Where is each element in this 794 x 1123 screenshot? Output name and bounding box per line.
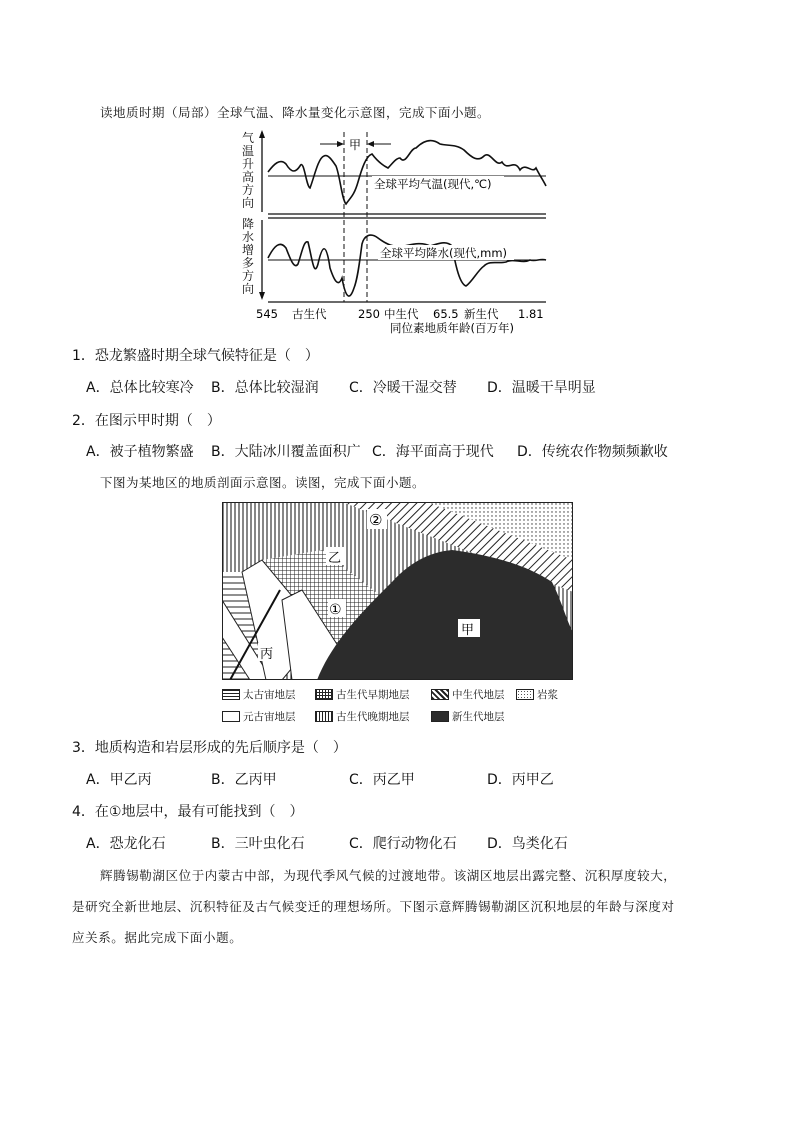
prec-axis-char: 方 bbox=[242, 269, 255, 283]
prec-axis-char: 增 bbox=[242, 243, 255, 257]
temp-axis-char: 气 bbox=[242, 131, 255, 145]
cenozoic-swatch bbox=[431, 711, 449, 722]
archean-swatch bbox=[222, 689, 240, 700]
mesozoic-swatch bbox=[431, 689, 449, 700]
temp-axis-char: 升 bbox=[242, 157, 255, 171]
jia-period-label: 甲 bbox=[349, 138, 362, 152]
legend-archean bbox=[222, 687, 296, 702]
tick-label: 250 bbox=[358, 307, 380, 321]
geology-section-figure bbox=[222, 502, 573, 680]
q4-option-a[interactable]: A．恐龙化石 bbox=[86, 836, 166, 852]
temp-axis-char: 方 bbox=[242, 183, 255, 197]
yi-label: 乙 bbox=[328, 551, 342, 566]
intro-text-2: 下图为某地区的地质剖面示意图。读图，完成下面小题。 bbox=[100, 475, 426, 490]
q4-option-b[interactable]: B．三叶虫化石 bbox=[211, 836, 305, 852]
passage-line-1: 辉腾锡勒湖区位于内蒙古中部，为现代季风气候的过渡地带。该湖区地层出露完整、沉积厚度较大， bbox=[100, 868, 677, 883]
legend-label: 岩浆 bbox=[537, 689, 558, 701]
q4-option-d[interactable]: D．鸟类化石 bbox=[487, 836, 568, 852]
q4-stem-post: 地层中，最有可能找到（ ） bbox=[121, 804, 304, 820]
passage-line-3: 应关系。据此完成下面小题。 bbox=[72, 930, 243, 945]
q1-option-a[interactable]: A．总体比较寒冷 bbox=[86, 380, 194, 396]
legend-mesozoic bbox=[431, 687, 505, 702]
legend-label: 新生代地层 bbox=[452, 711, 505, 723]
q3-option-a[interactable]: A．甲乙丙 bbox=[86, 772, 152, 788]
question-3: 3．地质构造和岩层形成的先后顺序是（ ） bbox=[72, 740, 347, 756]
q1-option-d[interactable]: D．温暖干旱明显 bbox=[487, 380, 596, 396]
temp-axis-char: 温 bbox=[242, 144, 255, 158]
legend-cenozoic bbox=[431, 709, 505, 724]
temp-axis-char: 向 bbox=[242, 196, 255, 210]
tick-label: 古生代 bbox=[292, 307, 327, 321]
question-2: 2．在图示甲时期（ ） bbox=[72, 413, 221, 429]
tick-label: 中生代 bbox=[384, 307, 419, 321]
layer-1-label: ① bbox=[329, 602, 342, 618]
tick-label: 1.81 bbox=[518, 307, 544, 321]
legend-paleozoic-early bbox=[315, 687, 410, 702]
tick-label: 新生代 bbox=[464, 307, 499, 321]
prec-axis-char: 向 bbox=[242, 282, 255, 296]
paleozoic-early-swatch bbox=[315, 689, 333, 700]
passage-line-2: 是研究全新世地层、沉积特征及古气候变迁的理想场所。下图示意辉腾锡勒湖区沉积地层的年龄与深度对 bbox=[72, 899, 675, 914]
legend-paleozoic-late bbox=[315, 709, 410, 724]
q2-option-a[interactable]: A．被子植物繁盛 bbox=[86, 444, 194, 460]
paleozoic-late-swatch bbox=[315, 711, 333, 722]
prec-axis-char: 多 bbox=[242, 256, 255, 270]
climate-chart bbox=[238, 128, 552, 336]
q3-option-d[interactable]: D．丙甲乙 bbox=[487, 772, 554, 788]
temp-line-label: 全球平均气温(现代,℃) bbox=[374, 177, 492, 191]
question-4 bbox=[72, 801, 303, 821]
q1-option-b[interactable]: B．总体比较湿润 bbox=[211, 380, 319, 396]
q2-option-b[interactable]: B．大陆冰川覆盖面积广 bbox=[211, 444, 361, 460]
prec-line-label: 全球平均降水(现代,mm) bbox=[380, 246, 508, 260]
tick-label: 545 bbox=[256, 307, 278, 321]
q3-option-b[interactable]: B．乙丙甲 bbox=[211, 772, 277, 788]
bing-label: 丙 bbox=[260, 647, 274, 662]
temperature-curve bbox=[268, 141, 546, 204]
q4-stem-pre: 4．在 bbox=[72, 804, 109, 820]
legend-label: 太古宙地层 bbox=[243, 689, 296, 701]
prec-axis-char: 降 bbox=[242, 217, 255, 231]
legend-label: 古生代晚期地层 bbox=[336, 711, 410, 723]
q4-option-c[interactable]: C．爬行动物化石 bbox=[349, 836, 457, 852]
legend-magma bbox=[516, 687, 558, 702]
legend-label: 中生代地层 bbox=[452, 689, 505, 701]
tick-label: 65.5 bbox=[433, 307, 459, 321]
legend-label: 古生代早期地层 bbox=[336, 689, 410, 701]
proterozoic-swatch bbox=[222, 711, 240, 722]
intro-text-1: 读地质时期（局部）全球气温、降水量变化示意图，完成下面小题。 bbox=[100, 105, 491, 120]
temp-axis-char: 高 bbox=[242, 170, 255, 184]
q1-option-c[interactable]: C．冷暖干湿交替 bbox=[349, 380, 457, 396]
legend-label: 元古宙地层 bbox=[243, 711, 296, 723]
legend-proterozoic bbox=[222, 709, 296, 724]
geology-section bbox=[222, 502, 573, 680]
climate-figure bbox=[238, 128, 552, 336]
x-axis-label: 同位素地质年龄(百万年) bbox=[390, 321, 514, 335]
question-1: 1．恐龙繁盛时期全球气候特征是（ ） bbox=[72, 348, 319, 364]
precipitation-curve bbox=[268, 235, 546, 296]
q2-option-d[interactable]: D．传统农作物频频歉收 bbox=[517, 444, 668, 460]
magma-swatch bbox=[516, 689, 534, 700]
q4-layer-symbol: ① bbox=[108, 804, 122, 820]
q2-option-c[interactable]: C．海平面高于现代 bbox=[372, 444, 494, 460]
prec-axis-char: 水 bbox=[242, 230, 255, 244]
layer-2-label: ② bbox=[369, 511, 383, 529]
jia-label: 甲 bbox=[461, 623, 475, 638]
q3-option-c[interactable]: C．丙乙甲 bbox=[349, 772, 415, 788]
